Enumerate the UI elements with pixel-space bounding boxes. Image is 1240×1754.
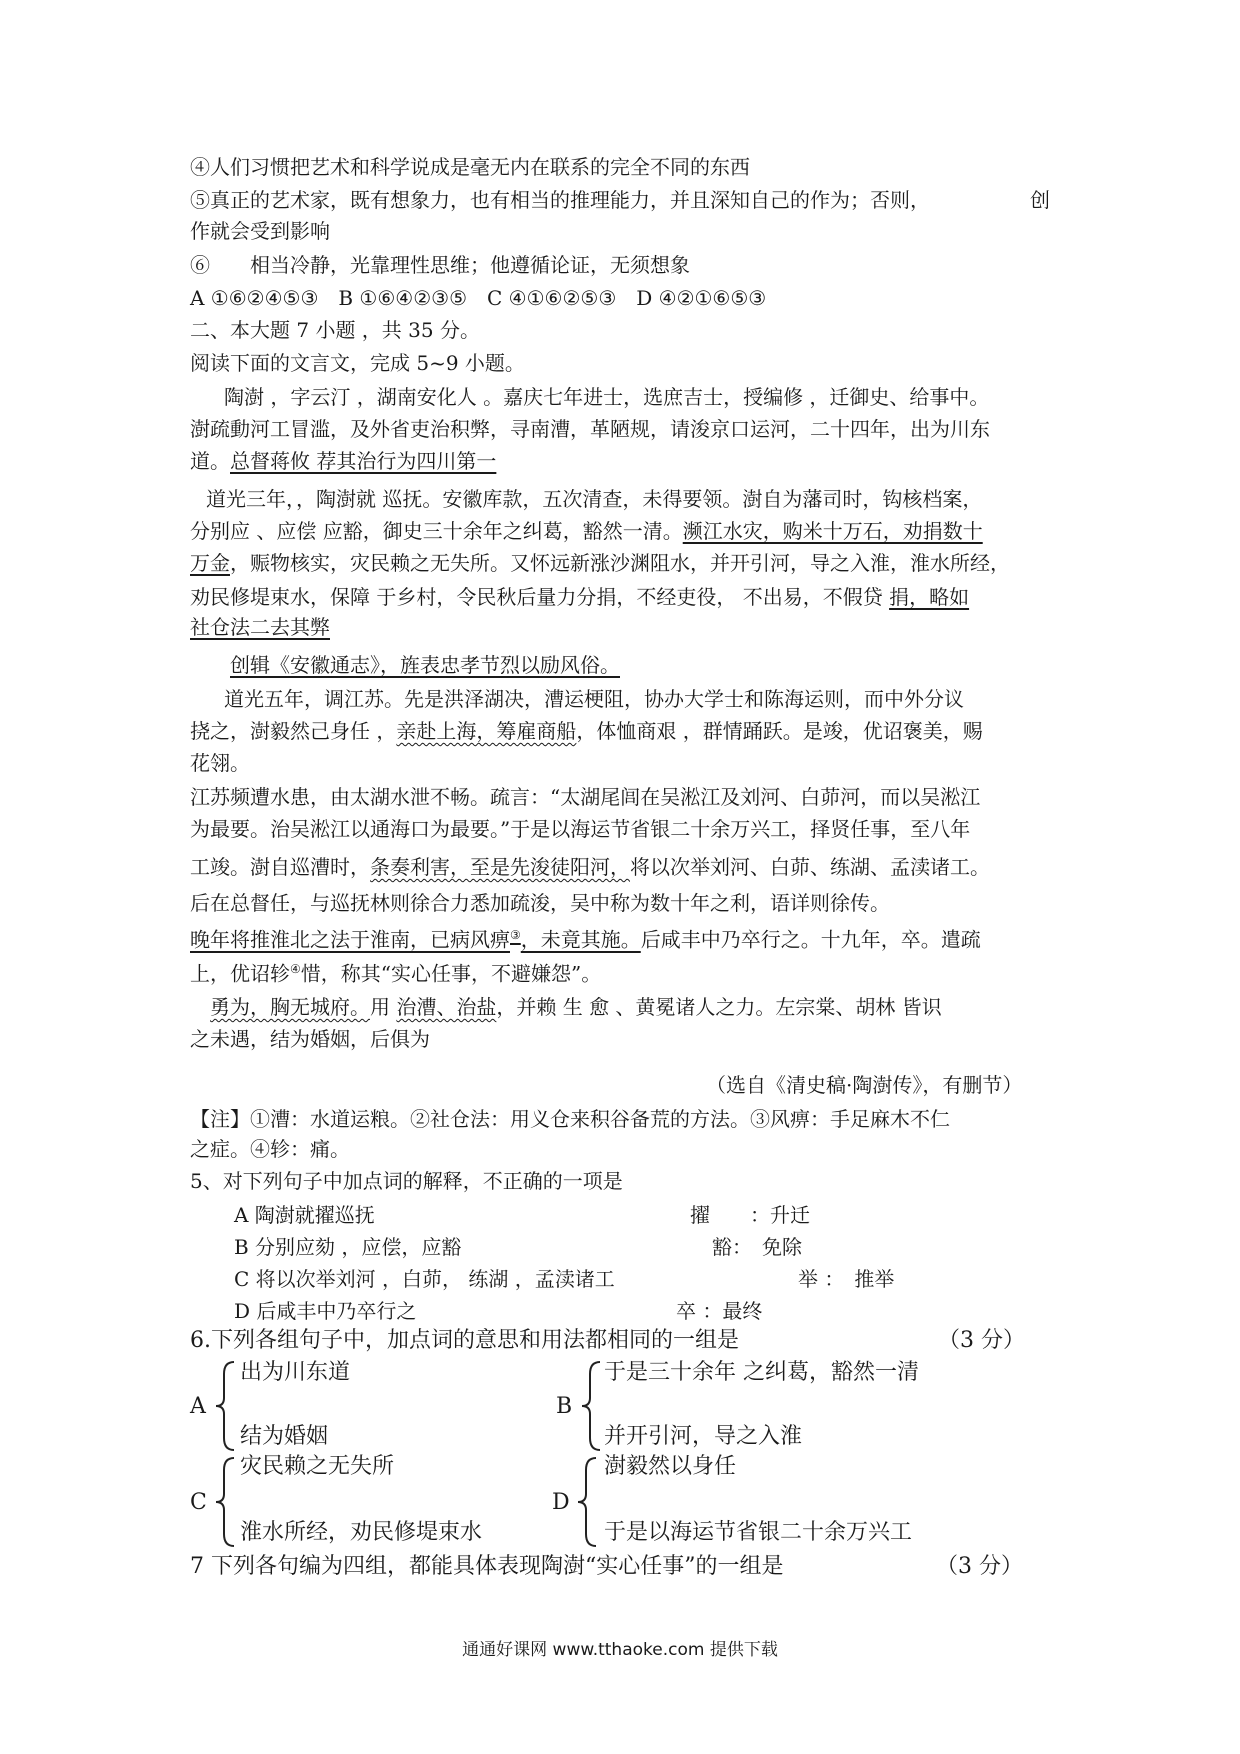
footnotes-cont: 之症。④轸：痛。 (190, 1137, 350, 1161)
passage-line: 劝民修堤束水，保障 于乡村，令民秋后量力分捐，不经吏役， 不出易，不假贷 捐，略如 (190, 585, 970, 609)
q6-c-sentence-1: 灾民赖之无失所 (240, 1454, 395, 1479)
passage-line: 万金，赈物核实，灾民赖之无失所。又怀远新涨沙渊阻水，并开引河，导之入淮，淮水所经， (190, 551, 1010, 575)
wavy-underline-phrase: 勇为，胸无城府。 (210, 995, 370, 1019)
passage-line: 后在总督任，与巡抚林则徐合力悉加疏浚，吴中称为数十年之利，语详则徐传。 (190, 891, 890, 915)
passage-line: 勇为，胸无城府。用 治漕、治盐，并赖 生 愈 、黄冕诸人之力。左宗棠、胡林 皆识 (210, 995, 942, 1019)
q6-a-sentence-1: 出为川东道 (240, 1360, 351, 1385)
q6-option-c-label: C (190, 1490, 207, 1515)
underlined-sentence: 万金 (190, 551, 230, 575)
wavy-underline-phrase: 亲赴上海，筹雇商船 (396, 719, 577, 743)
passage-line: 道。总督蒋攸 荐其治行为四川第一 (190, 449, 497, 473)
wavy-underline-phrase: 治漕、治盐 (396, 995, 497, 1019)
underlined-sentence: 总督蒋攸 荐其治行为四川第一 (230, 449, 497, 473)
q6-a-sentence-2: 结为婚姻 (240, 1424, 329, 1449)
footnote-marker: ④ (290, 962, 301, 976)
question-7-score: （3 分） (936, 1554, 1023, 1579)
q6-c-sentence-2: 淮水所经，劝民修堤束水 (240, 1520, 483, 1545)
section-heading: 二、本大题 7 小题 ，共 35 分。 (190, 318, 480, 342)
question-5: 5、对下列句子中加点词的解释，不正确的一项是 (190, 1169, 623, 1193)
underlined-sentence: 社仓法二去其弊 (190, 615, 330, 639)
option-line-6: ⑥ 相当冷静，光靠理性思维；他遵循论证，无须想象 (190, 253, 690, 277)
brace-icon (574, 1456, 600, 1548)
passage-line: 陶澍 ，字云汀 ，湖南安化人 。嘉庆七年进士，选庶吉士，授编修 ，迁御史、给事中。 (224, 385, 990, 409)
underlined-sentence: ，未竟其施。 (520, 927, 641, 952)
q5-option-a: A 陶澍就擢巡抚 (234, 1203, 375, 1227)
wavy-underline-phrase: 条奏利害，至是先浚徒阳河， (370, 855, 630, 879)
question-6: 6.下列各组句子中，加点词的意思和用法都相同的一组是 (190, 1328, 739, 1353)
q5-option-d-gloss: 卒 ：最终 (676, 1299, 763, 1323)
passage-line: 为最要。治吴淞江以通海口为最要。”于是以海运节省银二十余万兴工，择贤任事，至八年 (190, 817, 971, 841)
passage-line: 工竣。澍自巡漕时，条奏利害，至是先浚徒阳河，将以次举刘河、白茆、练湖、孟渎诸工。 (190, 855, 990, 879)
underlined-sentence: 捐，略如 (889, 585, 970, 609)
q6-b-sentence-1: 于是三十余年 之纠葛，豁然一清 (604, 1360, 919, 1385)
option-line-4: ④人们习惯把艺术和科学说成是毫无内在联系的完全不同的东西 (190, 155, 750, 179)
underlined-sentence: 濒江水灾，购米十万石，劝捐数十 (682, 519, 983, 543)
q5-option-a-gloss: 擢 ：升迁 (690, 1203, 810, 1227)
q6-option-a-label: A (190, 1394, 206, 1419)
passage-line: 花翎。 (190, 751, 250, 775)
source-citation: （选自《清史稿·陶澍传》，有删节） (706, 1073, 1023, 1097)
q6-d-sentence-2: 于是以海运节省银二十余万兴工 (604, 1520, 913, 1545)
passage-line: 分别应 、应偿 应豁，御史三十余年之纠葛，豁然一清。濒江水灾，购米十万石，劝捐数十 (190, 519, 983, 543)
passage-line: 晚年将推淮北之法于淮南，已病风痹③，未竟其施。后咸丰中乃卒行之。十九年，卒。遣疏 (190, 927, 981, 952)
footnote-marker: ③ (510, 928, 521, 942)
passage-line (190, 612, 330, 642)
brace-icon (212, 1456, 238, 1548)
q6-d-sentence-1: 澍毅然以身任 (604, 1454, 737, 1479)
q5-option-b: B 分别应劾 ，应偿，应豁 (234, 1235, 462, 1259)
passage-line: 上，优诏轸④惜，称其“实心任事，不避嫌怨”。 (190, 961, 602, 986)
question-6-score: （3 分） (938, 1328, 1025, 1353)
option-line-5: ⑤真正的艺术家，既有想象力，也有相当的推理能力，并且深知自己的作为；否则， (190, 188, 930, 212)
q6-b-sentence-2: 并开引河，导之入淮 (604, 1424, 803, 1449)
q5-option-c: C 将以次举刘河 ，白茆， 练湖 ，孟渎诸工 (234, 1267, 615, 1291)
brace-icon (212, 1360, 238, 1452)
footnotes: 【注】①漕：水道运粮。②社仓法：用义仓来积谷备荒的方法。③风痹：手足麻木不仁 (190, 1107, 950, 1131)
passage-line: 之未遇，结为婚姻，后俱为 (190, 1027, 430, 1051)
passage-line: 道光五年，调江苏。先是洪泽湖决，漕运梗阻，协办大学士和陈海运则，而中外分议 (224, 687, 964, 711)
passage-line: 澍疏動河工冒滥，及外省吏治积弊，寻南漕，革陋规，请浚京口运河，二十四年，出为川东 (190, 417, 990, 441)
q5-option-d: D 后咸丰中乃卒行之 (234, 1299, 417, 1323)
q5-option-b-gloss: 豁： 免除 (712, 1235, 802, 1259)
question-7: 7 下列各句编为四组，都能具体表现陶澍“实心任事”的一组是 (190, 1554, 784, 1579)
passage-line: 挠之，澍毅然己身任 ，亲赴上海，筹雇商船，体恤商艰 ，群情踊跃。是竣，优诏褒美，赐 (190, 719, 983, 743)
underlined-sentence: 创辑《安徽通志》，旌表忠孝节烈以励风俗。 (230, 653, 620, 677)
underlined-sentence: 晚年将推淮北之法于淮南，已病风痹 (190, 927, 510, 952)
brace-icon (578, 1360, 604, 1452)
option-line-5-end: 创 (1030, 188, 1050, 212)
reading-instruction: 阅读下面的文言文，完成 5~9 小题。 (190, 351, 525, 375)
passage-line (230, 650, 620, 680)
option-line-5-cont: 作就会受到影响 (190, 219, 330, 243)
answer-choices: A ①⑥②④⑤③ B ①⑥④②③⑤ C ④①⑥②⑤③ D ④②①⑥⑤③ (190, 286, 767, 310)
page-footer: 通通好课网 www.tthaoke.com 提供下载 (462, 1640, 778, 1660)
q5-option-c-gloss: 举 ： 推举 (798, 1267, 895, 1291)
passage-line: 江苏频遭水患，由太湖水泄不畅。疏言：“太湖尾闾在吴淞江及刘河、白茆河，而以吴淞江 (190, 785, 981, 809)
passage-line: 道光三年，，陶澍就 巡抚。安徽库款，五次清查，未得要领。澍自为藩司时，钩核档案， (206, 487, 983, 511)
q6-option-d-label: D (552, 1490, 570, 1515)
q6-option-b-label: B (556, 1394, 573, 1419)
